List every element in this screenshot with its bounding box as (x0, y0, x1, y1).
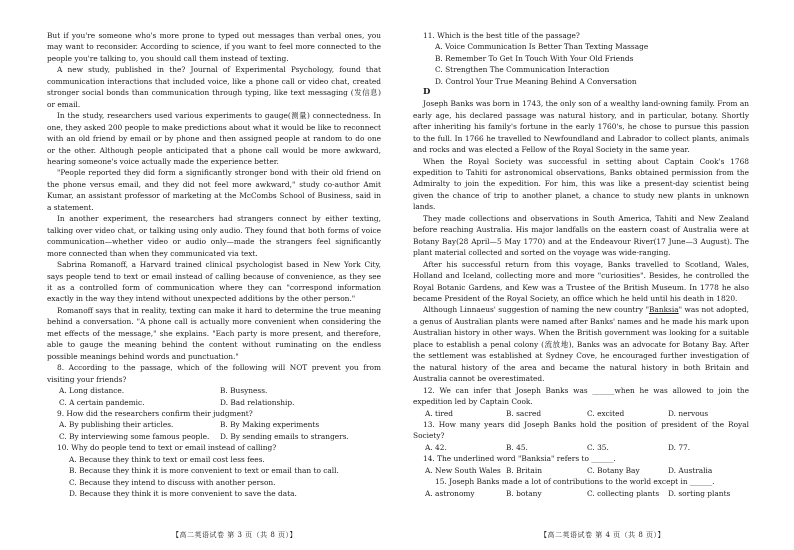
option-c: C. collecting plants (587, 488, 660, 498)
option-b: B. sacred (506, 408, 542, 418)
answer-options (47, 454, 381, 500)
answer-options (47, 385, 381, 408)
paragraph: In the study, researchers used various experiments to gauge(测量) connectedness. In one, they asked 200 people to make predictions about what it would be like to reconnect with an old friend by email or by phone and then assigned people at random to do one or the other. Although people anticipated that a phone call would be more awkward, hearing someone's voice actually made the experience better. (47, 111, 381, 166)
question-15 (413, 476, 749, 499)
option-d: D. nervous (668, 408, 709, 418)
paragraph: But if you're someone who's more prone to typed out messages than verbal ones, you may want to reconsider. According to science, if you want to feel more connected to the people you're talking to, you should call them instead of texting. (47, 31, 381, 63)
question-stem: 12. We can infer that Joseph Banks was ______when he was allowed to join the expedition led by Captain Cook. (413, 385, 749, 407)
paragraph: "People reported they did form a significantly stronger bond with their old friend on the phone versus email, and they did not feel more awkward," study co-author Amit Kumar, an assistant professor of marketing at the McCombs School of Business, said in a statement. (47, 168, 381, 212)
answer-options (413, 442, 749, 453)
option-b: B. Busyness. (220, 386, 268, 396)
option-a: A. By publishing their articles. (59, 420, 174, 430)
paragraph: After his successful return from this voyage, Banks travelled to Scotland, Wales, Holland and Iceland, collecting more and more "curiosities". Besides, he controlled the Royal Botanic Gardens, and Kew was a Trustee of the British Museum. In 1778 he also became President of the Royal Society, an office which he held until his death in 1820. (413, 259, 749, 303)
question-stem: 15. Joseph Banks made a lot of contributions to the world except in ______. (435, 477, 715, 487)
answer-options (413, 408, 749, 419)
option-c: C. A certain pandemic. (59, 397, 145, 407)
question-stem: 10. Why do people tend to text or email instead of calling? (57, 443, 277, 453)
passage-c-text (47, 30, 381, 362)
question-9 (47, 408, 381, 442)
option-c: C. excited (587, 408, 625, 418)
option-d: D. By sending emails to strangers. (220, 431, 349, 441)
option-d: D. Australia (668, 465, 713, 475)
option-b: B. Britain (506, 465, 542, 475)
option-d: D. Because they think it is more convenient to save the data. (69, 489, 297, 499)
paragraph-text: " was not adopted, a genus of Australian plants were named after Banks' names and he made his mark upon Australian history in other ways. When the British government was looking for a suitable place to establish a penal colony (流放地), Banks was an advocate for Botany Bay. After the settlement was established at Sydney Cove, he encouraged further investigation of the natural history of the area and became the natural history in both Britain and Australia cannot be overestimated. (413, 305, 749, 384)
option-a: A. astronomy (425, 488, 475, 498)
paragraph: Romanoff says that in reality, texting can make it hard to determine the true meaning behind a conversation. "A phone call is actually more convenient when considering the met effects of the message," she explains. "Each party is more present, and therefore, able to gauge the meaning behind the content without ruminating on the endless possible meanings behind words and punctuation." (47, 305, 381, 361)
option-a: A. Because they think to text or email cost less fees. (69, 454, 265, 464)
paragraph: They made collections and observations in South America, Tahiti and New Zealand before reaching Australia. His major landfalls on the eastern coast of Australia were at Botany Bay(28 April—5 May 1770) and at the Endeavour River(17 June—3 August). The plant material collected and sorted on the voyage was wide-ranging. (413, 213, 749, 258)
option-a: A. tired (425, 408, 454, 418)
answer-options (47, 419, 381, 442)
paragraph: Joseph Banks was born in 1743, the only son of a wealthy land-owning family. From an early age, his declared passage was natural history, and in particular, botany. Shortly after inheriting his family's fortune in the early 1760's, he chose to pursue this passion to the full. In 1766 he travelled to Newfoundland and Labrador to collect plants, animals and rocks and was elected a Fellow of the Royal Society in the same year. (413, 99, 749, 155)
option-c: C. Because they intend to discuss with another person. (69, 477, 276, 487)
right-column (413, 30, 749, 499)
passage-d-text (413, 98, 749, 384)
question-13 (413, 419, 749, 453)
option-d: D. 77. (668, 442, 691, 452)
question-stem: 8. According to the passage, which of the following will NOT prevent you from visiting your friends? (47, 363, 381, 384)
section-heading: D (423, 87, 431, 98)
question-11 (413, 30, 749, 87)
paragraph: Sabrina Romanoff, a Harvard trained clinical psychologist based in New York City, says people tend to text or email instead of calling because of convenience, as they see it as a controlled form of communication where they can "correspond information exactly in the way they intend without unexpected additions by the other person." (47, 260, 381, 304)
page-footer-right: 【高二英语试卷 第 4 页（共 8 页）】 (540, 531, 666, 539)
question-14 (413, 453, 749, 476)
left-column (47, 30, 381, 500)
paragraph: In another experiment, the researchers had strangers connect by either texting, talking over video chat, or talking using only audio. They found that both forms of voice communication—whether video or audio only—made the strangers feel significantly more connected than when they communicated via text. (47, 214, 381, 258)
option-d: D. Bad relationship. (220, 397, 295, 407)
option-c: C. 35. (587, 442, 609, 452)
option-a: A. Voice Communication Is Better Than Texting Massage (435, 42, 649, 52)
paragraph: A new study, published in the? Journal of Experimental Psychology, found that communication interactions that included voice, like a phone call or video chat, created stronger social bonds than communication through typing, like text messaging (发信息) or email. (47, 65, 381, 109)
answer-options (413, 465, 749, 476)
option-b: B. 45. (506, 442, 528, 452)
question-stem: 14. The underlined word "Banksia" refers to ______. (423, 454, 616, 464)
option-b: B. botany (506, 488, 542, 498)
answer-options (413, 488, 749, 499)
underlined-word: Banksia (648, 305, 679, 315)
answer-options (413, 41, 749, 87)
paragraph-text: Although Linnaeus' suggestion of naming the new country " (423, 305, 649, 315)
option-d: D. sorting plants (668, 488, 731, 498)
question-8 (47, 362, 381, 408)
option-b: B. Remember To Get In Touch With Your Old Friends (435, 53, 634, 63)
question-stem: 13. How many years did Joseph Banks hold the position of president of the Royal Society? (413, 419, 749, 441)
paragraph: When the Royal Society was successful in setting about Captain Cook's 1768 expedition to Tahiti for astronomical observations, Banks obtained permission from the Admiralty to join the expedition. For him, this was like a present-day scientist being given the chance of trip to another planet, a chance to study new plants in unknown lands. (413, 156, 749, 212)
question-stem: 9. How did the researchers confirm their judgment? (57, 408, 253, 418)
option-c: C. Botany Bay (587, 465, 640, 475)
option-d: D. Control Your True Meaning Behind A Conversation (435, 76, 637, 86)
option-c: C. By interviewing some famous people. (59, 431, 210, 441)
question-stem: 11. Which is the best title of the passage? (423, 31, 580, 40)
paragraph (413, 304, 749, 384)
option-c: C. Strengthen The Communication Interaction (435, 65, 610, 75)
question-12 (413, 385, 749, 419)
question-10 (47, 442, 381, 499)
option-a: A. New South Wales (425, 465, 501, 475)
option-b: B. Because they think it is more convenient to text or email than to call. (69, 466, 339, 476)
option-a: A. Long distance. (59, 386, 125, 396)
page-footer-left: 【高二英语试卷 第 3 页（共 8 页）】 (172, 531, 298, 539)
option-a: A. 42. (425, 442, 447, 452)
option-b: B. By Making experiments (220, 420, 320, 430)
